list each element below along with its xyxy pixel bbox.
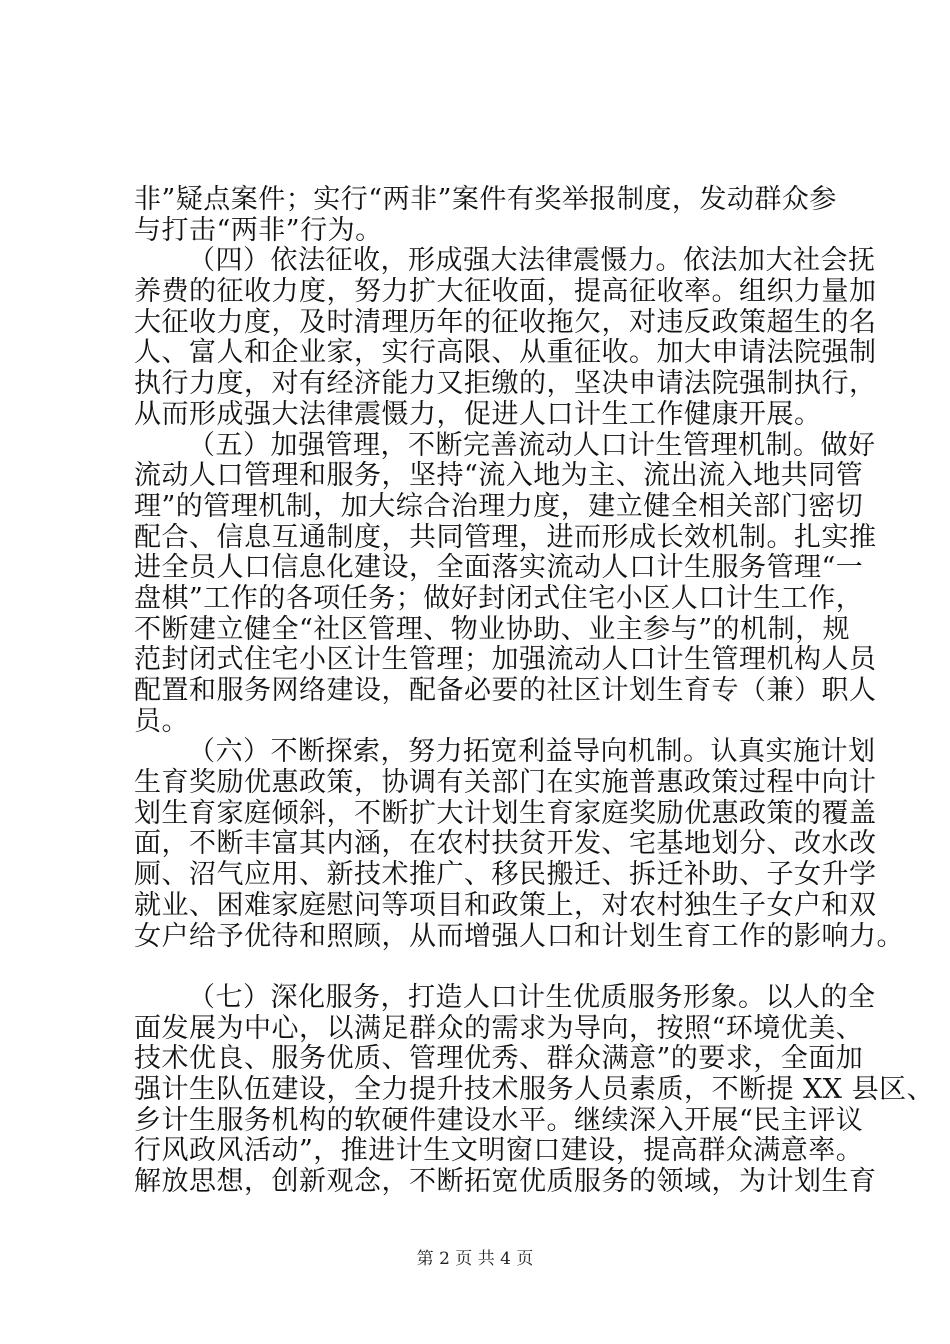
text-line: 面发展为中心，以满足群众的需求为导向，按照“环境优美、: [134, 1013, 864, 1044]
text-line: 配置和服务网络建设，配备必要的社区计划生育专（兼）职人: [134, 675, 877, 706]
text-line: 流动人口管理和服务，坚持“流入地为主、流出流入地共同管: [134, 460, 864, 491]
text-line: 非”疑点案件；实行“两非”案件有奖举报制度，发动群众参: [134, 184, 837, 215]
text-line: 配合、信息互通制度，共同管理，进而形成长效机制。扎实推: [134, 522, 877, 553]
text-line: 解放思想，创新观念，不断拓宽优质服务的领域，为计划生育: [134, 1166, 877, 1197]
paragraph-heading-5: （五）加强管理，不断完善流动人口计生管理机制。做好: [188, 430, 876, 461]
text-line: 就业、困难家庭慰问等项目和政策上，对农村独生子女户和双: [134, 890, 877, 921]
text-line: 不断建立健全“社区管理、物业协助、业主参与”的机制，规: [134, 614, 851, 645]
text-line: 技术优良、服务优质、管理优秀、群众满意”的要求，全面加: [134, 1043, 864, 1074]
text-line: 执行力度，对有经济能力又拒缴的，坚决申请法院强制执行，: [134, 368, 877, 399]
text-line: 乡计生服务机构的软硬件建设水平。继续深入开展“民主评议: [134, 1105, 864, 1136]
text-line: 理”的管理机制，加大综合治理力度，建立健全相关部门密切: [134, 491, 864, 522]
text-line: 划生育家庭倾斜，不断扩大计划生育家庭奖励优惠政策的覆盖: [134, 798, 877, 829]
paragraph-heading-7: （七）深化服务，打造人口计生优质服务形象。以人的全: [188, 982, 876, 1013]
text-line: 从而形成强大法律震慑力，促进人口计生工作健康开展。: [134, 399, 822, 430]
paragraph-heading-6: （六）不断探索，努力拓宽利益导向机制。认真实施计划: [188, 736, 876, 767]
text-line: 大征收力度，及时清理历年的征收拖欠，对违反政策超生的名: [134, 307, 877, 338]
page-footer: 第 2 页 共 4 页: [416, 1249, 534, 1269]
text-line: 进全员人口信息化建设，全面落实流动人口计生服务管理“一: [134, 552, 864, 583]
text-line: 生育奖励优惠政策，协调有关部门在实施普惠政策过程中向计: [134, 767, 877, 798]
text-line: 人、富人和企业家，实行高限、从重征收。加大申请法院强制: [134, 337, 877, 368]
paragraph-heading-4: （四）依法征收，形成强大法律震慑力。依法加大社会抚: [188, 245, 876, 276]
text-line: 盘棋”工作的各项任务；做好封闭式住宅小区人口计生工作，: [134, 583, 864, 614]
text-line: 强计生队伍建设，全力提升技术服务人员素质，不断提 XX 县区、: [134, 1074, 935, 1105]
text-line: 行风政风活动”，推进计生文明窗口建设，提高群众满意率。: [134, 1135, 864, 1166]
text-line: 范封闭式住宅小区计生管理；加强流动人口计生管理机构人员: [134, 644, 877, 675]
text-line: 养费的征收力度，努力扩大征收面，提高征收率。组织力量加: [134, 276, 877, 307]
text-line: 面，不断丰富其内涵，在农村扶贫开发、宅基地划分、改水改: [134, 828, 877, 859]
text-line: 员。: [134, 706, 189, 737]
text-line: 与打击“两非”行为。: [134, 215, 383, 246]
text-line: 女户给予优待和照顾，从而增强人口和计划生育工作的影响力。: [134, 921, 904, 952]
text-line: 厕、沼气应用、新技术推广、移民搬迁、拆迁补助、子女升学: [134, 859, 877, 890]
